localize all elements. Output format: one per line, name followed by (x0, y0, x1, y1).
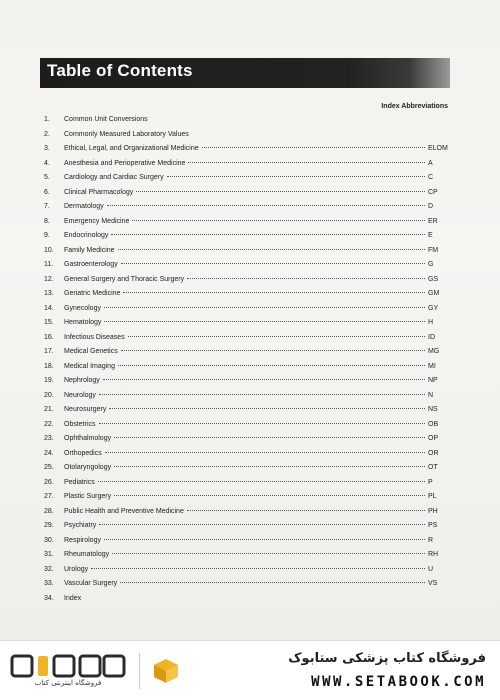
entry-number: 2. (44, 130, 50, 138)
entry-number: 20. (44, 391, 54, 399)
dot-leader (132, 220, 425, 221)
entry-number: 24. (44, 449, 54, 457)
entry-title: Gynecology (64, 304, 101, 312)
table-of-contents-list (44, 116, 448, 609)
store-footer-banner (0, 640, 500, 700)
entry-number: 21. (44, 406, 54, 413)
entry-abbreviation: A (428, 159, 433, 167)
entry-title: Obstetrics (64, 420, 96, 428)
dot-leader (114, 495, 425, 496)
entry-title: Orthopedics (64, 449, 102, 457)
toc-entry[interactable] (44, 290, 448, 305)
toc-entry[interactable] (44, 522, 448, 537)
entry-abbreviation: FM (428, 246, 439, 254)
entry-number: 15. (44, 319, 54, 326)
entry-title: Neurosurgery (64, 406, 107, 413)
entry-abbreviation: GS (428, 275, 439, 283)
dot-leader (98, 481, 425, 482)
entry-number: 1. (44, 116, 50, 123)
entry-number: 16. (44, 333, 54, 341)
dot-leader (103, 379, 425, 380)
entry-title: Hematology (64, 319, 102, 326)
entry-number: 7. (44, 203, 50, 210)
logo-tagline: فروشگاه اینترنتی کتاب (34, 679, 102, 687)
entry-abbreviation: P (428, 478, 433, 486)
entry-number: 29. (44, 522, 54, 529)
dot-leader (105, 452, 425, 453)
entry-title: Vascular Surgery (64, 580, 118, 587)
entry-title: Nephrology (64, 377, 100, 384)
toc-entry[interactable] (44, 464, 448, 479)
toc-entry[interactable] (44, 247, 448, 262)
toc-entry[interactable] (44, 145, 448, 160)
dot-leader (167, 176, 425, 177)
toc-entry[interactable] (44, 435, 448, 450)
toc-entry[interactable] (44, 131, 448, 146)
dot-leader (128, 336, 425, 337)
toc-entry[interactable] (44, 334, 448, 349)
entry-title: Commonly Measured Laboratory Values (64, 130, 189, 138)
entry-number: 19. (44, 377, 54, 384)
entry-title: Common Unit Conversions (64, 116, 148, 123)
toc-entry[interactable] (44, 508, 448, 523)
entry-title: Psychiatry (64, 522, 97, 529)
entry-title: Plastic Surgery (64, 493, 112, 500)
entry-number: 28. (44, 507, 54, 515)
dot-leader (114, 466, 425, 467)
dot-leader (136, 191, 425, 192)
entry-number: 31. (44, 551, 54, 558)
entry-abbreviation: PS (428, 522, 438, 529)
entry-title: Respirology (64, 536, 101, 544)
entry-title: Medical Imaging (64, 362, 115, 370)
entry-title: Neurology (64, 391, 96, 399)
toc-entry[interactable] (44, 450, 448, 465)
entry-abbreviation: D (428, 203, 434, 210)
entry-number: 34. (44, 594, 54, 602)
entry-number: 10. (44, 246, 54, 254)
entry-title: Urology (64, 565, 89, 573)
entry-number: 14. (44, 304, 54, 312)
toc-entry[interactable] (44, 363, 448, 378)
entry-abbreviation: H (428, 319, 434, 326)
entry-abbreviation: NP (428, 377, 438, 384)
dot-leader (121, 350, 425, 351)
toc-entry[interactable] (44, 116, 448, 131)
entry-title: Clinical Pharmacology (64, 188, 134, 196)
dot-leader (104, 539, 425, 540)
dot-leader (91, 568, 425, 569)
entry-number: 27. (44, 493, 54, 500)
entry-number: 6. (44, 188, 50, 196)
entry-title: Family Medicine (64, 246, 115, 254)
entry-number: 5. (44, 174, 50, 181)
toc-entry[interactable] (44, 537, 448, 552)
entry-abbreviation: PH (428, 507, 438, 515)
index-abbreviations-header: Index Abbreviations (381, 103, 448, 110)
book-box-icon (150, 655, 182, 687)
entry-abbreviation: OP (428, 435, 439, 442)
entry-abbreviation: OB (428, 420, 439, 428)
toc-entry[interactable] (44, 421, 448, 436)
toc-entry[interactable] (44, 595, 448, 610)
entry-title: Medical Genetics (64, 348, 118, 355)
dot-leader (118, 249, 425, 250)
toc-entry[interactable] (44, 377, 448, 392)
dot-leader (99, 524, 425, 525)
toc-entry[interactable] (44, 406, 448, 421)
dot-leader (188, 162, 425, 163)
entry-number: 11. (44, 261, 54, 268)
entry-title: Endocrinology (64, 232, 109, 239)
entry-number: 23. (44, 435, 54, 442)
entry-abbreviation: C (428, 174, 434, 181)
dot-leader (104, 307, 425, 308)
entry-abbreviation: OR (428, 449, 439, 457)
dot-leader (104, 321, 425, 322)
entry-abbreviation: ER (428, 217, 438, 225)
dot-leader (187, 510, 425, 511)
entry-number: 33. (44, 580, 54, 587)
entry-abbreviation: MI (428, 362, 436, 370)
toc-entry[interactable] (44, 276, 448, 291)
entry-title: Infectious Diseases (64, 333, 125, 341)
entry-title: Pediatrics (64, 478, 95, 486)
entry-number: 18. (44, 362, 54, 370)
dot-leader (123, 292, 425, 293)
entry-title: Dermatology (64, 203, 104, 210)
toc-entry[interactable] (44, 189, 448, 204)
dot-leader (118, 365, 425, 366)
entry-number: 12. (44, 275, 54, 283)
entry-abbreviation: ELOM (428, 145, 448, 152)
entry-number: 3. (44, 145, 50, 152)
dot-leader (121, 263, 425, 264)
dot-leader (114, 437, 425, 438)
entry-title: Cardiology and Cardiac Surgery (64, 174, 164, 181)
entry-abbreviation: GY (428, 304, 439, 312)
entry-abbreviation: NS (428, 406, 438, 413)
entry-abbreviation: G (428, 261, 434, 268)
store-url[interactable]: WWW.SETABOOK.COM (311, 674, 486, 690)
dot-leader (99, 423, 425, 424)
entry-abbreviation: GM (428, 290, 440, 297)
entry-number: 17. (44, 348, 54, 355)
entry-number: 9. (44, 232, 50, 239)
entry-abbreviation: PL (428, 493, 437, 500)
toc-entry[interactable] (44, 493, 448, 508)
dot-leader (99, 394, 425, 395)
entry-title: Anesthesia and Perioperative Medicine (64, 159, 186, 167)
dot-leader (187, 278, 425, 279)
dot-leader (107, 205, 425, 206)
dot-leader (112, 553, 425, 554)
toc-entry[interactable] (44, 580, 448, 595)
entry-title: Index (64, 594, 82, 602)
entry-title: Emergency Medicine (64, 217, 130, 225)
entry-title: Public Health and Preventive Medicine (64, 507, 184, 515)
toc-entry[interactable] (44, 232, 448, 247)
entry-abbreviation: ID (428, 333, 435, 341)
entry-abbreviation: OT (428, 464, 438, 471)
entry-abbreviation: N (428, 391, 434, 399)
entry-number: 22. (44, 420, 54, 428)
dot-leader (111, 234, 425, 235)
store-name: فروشگاه کتاب پزشکی ستابوک (288, 651, 486, 666)
entry-abbreviation: VS (428, 580, 438, 587)
entry-number: 13. (44, 290, 54, 297)
dot-leader (202, 147, 425, 148)
entry-abbreviation: E (428, 232, 433, 239)
toc-entry[interactable] (44, 348, 448, 363)
entry-title: Geriatric Medicine (64, 290, 121, 297)
entry-title: General Surgery and Thoracic Surgery (64, 275, 185, 283)
entry-abbreviation: RH (428, 551, 439, 558)
entry-number: 32. (44, 565, 54, 573)
toc-entry[interactable] (44, 479, 448, 494)
entry-title: Rheumatology (64, 551, 110, 558)
page-title: Table of Contents (47, 61, 193, 80)
toc-entry[interactable] (44, 218, 448, 233)
entry-number: 8. (44, 217, 50, 225)
toc-entry[interactable] (44, 160, 448, 175)
dot-leader (109, 408, 425, 409)
toc-entry[interactable] (44, 392, 448, 407)
entry-abbreviation: MG (428, 348, 440, 355)
toc-entry[interactable] (44, 551, 448, 566)
toc-entry[interactable] (44, 319, 448, 334)
entry-abbreviation: CP (428, 188, 438, 196)
entry-abbreviation: U (428, 565, 434, 573)
dot-leader (120, 582, 425, 583)
toc-entry[interactable] (44, 305, 448, 320)
toc-entry[interactable] (44, 174, 448, 189)
entry-title: Gastroenterology (64, 261, 118, 268)
entry-number: 30. (44, 536, 54, 544)
entry-title: Ophthalmology (64, 435, 112, 442)
entry-number: 4. (44, 159, 50, 167)
entry-number: 26. (44, 478, 54, 486)
toc-entry[interactable] (44, 203, 448, 218)
entry-abbreviation: R (428, 536, 434, 544)
toc-entry[interactable] (44, 261, 448, 276)
entry-number: 25. (44, 464, 54, 471)
footer-divider (139, 653, 140, 689)
toc-entry[interactable] (44, 566, 448, 581)
entry-title: Ethical, Legal, and Organizational Medicine (64, 145, 199, 152)
entry-title: Otolaryngology (64, 464, 112, 471)
